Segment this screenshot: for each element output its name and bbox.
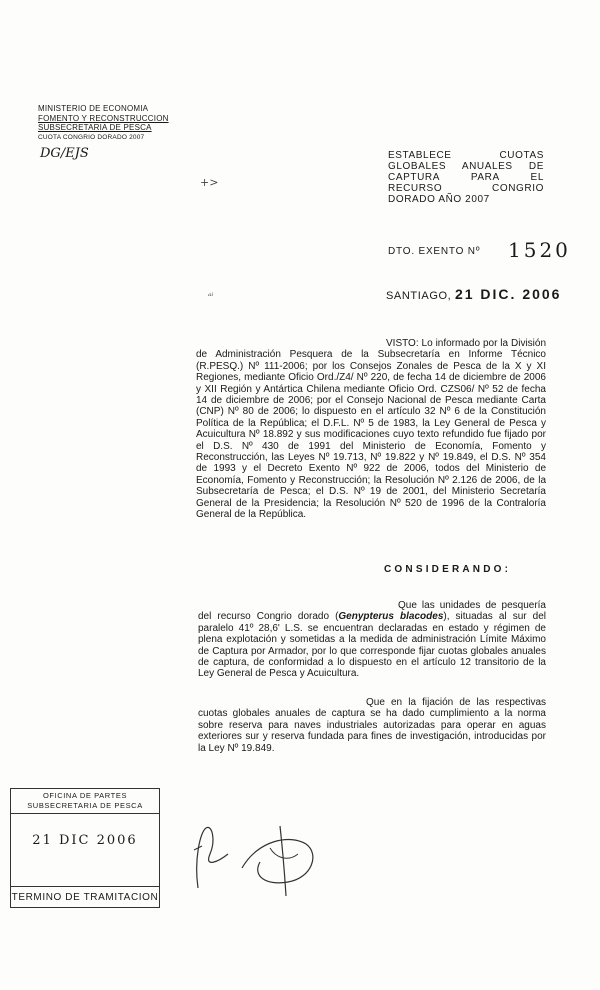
ministry-header — [38, 104, 169, 142]
stamp-subsecretaria: SUBSECRETARIA DE PESCA — [11, 801, 159, 814]
header-ministry: MINISTERIO DE ECONOMIA — [38, 104, 149, 113]
c1-lead: Que las unidades de pesquería — [398, 600, 546, 611]
considerando-heading: CONSIDERANDO: — [384, 564, 512, 575]
decree-place: SANTIAGO, — [386, 290, 452, 302]
c1-text-b: ), situadas al sur del paralelo 41º 28,6' L.S. se encuentran declaradas en estado y régimen de plena explotación y sometidas a la medida de administración Límite Máximo de Captura por Armador, por lo que corresponde fijar cuotas globales anuales de captura, de conformidad a lo dispuesto en el artículo 12 transitorio de la Ley General de Pesca y Acuicultura. — [198, 611, 546, 680]
handwritten-initials: DG/EJS — [40, 146, 89, 161]
stamp-status: TERMINO DE TRAMITACION — [11, 886, 159, 907]
c2-lead: Que en la fijación de las — [366, 697, 490, 708]
c1-text-a: del recurso Congrio dorado ( — [198, 611, 339, 623]
considerando-paragraph-2 — [198, 697, 546, 754]
decree-label: DTO. EXENTO Nº — [388, 246, 481, 257]
considerando-paragraph-1 — [198, 600, 546, 680]
species-name: Genypterus blacodes — [338, 611, 444, 623]
visto-paragraph — [196, 338, 546, 521]
handwritten-mark-2: ᵃⁱ — [208, 292, 214, 302]
stamp-date: 21 DIC 2006 — [32, 833, 138, 848]
decree-date: 21 DIC. 2006 — [454, 286, 562, 302]
stamp-office: OFICINA DE PARTES — [42, 791, 128, 800]
decree-date-line — [386, 286, 561, 302]
signature-image — [180, 810, 330, 900]
decree-number: 1520 — [508, 238, 571, 262]
office-stamp — [10, 788, 160, 908]
header-ministry-sub: FOMENTO Y RECONSTRUCCION — [38, 113, 169, 123]
visto-lead: VISTO: — [386, 338, 419, 349]
handwritten-mark: +> — [200, 176, 219, 189]
header-reference: CUOTA CONGRIO DORADO 2007 — [38, 133, 145, 141]
header-subsecretaria: SUBSECRETARIA DE PESCA — [38, 123, 152, 132]
document-title: ESTABLECE CUOTAS GLOBALES ANUALES DE CAPTURA PARA EL RECURSO CONGRIO DORADO AÑO 2007 — [388, 150, 544, 205]
visto-text: Lo informado por la División de Administración Pesquera de la Subsecretaría en Informe Técnico (R.PESQ.) Nº 111-2006; por los Consejos Zonales de Pesca de la X y XI Regiones, mediante Oficio Ord./Z4/ Nº 220, de fecha 14 de diciembre de 2006 y XII Región y Antártica Chilena mediante Oficio Ord. CZS06/ Nº 52 de fecha 14 de diciembre de 2006; por el Consejo Nacional de Pesca mediante Carta (CNP) Nº 80 de 2006; lo dispuesto en el artículo 32 Nº 6 de la Constitución Política de la República; el D.F.L. Nº 5 de 1983, la Ley General de Pesca y Acuicultura Nº 18.892 y sus modificaciones cuyo texto refundido fue fijado por el D.S. Nº 430 de 1991 del Ministerio de Economía, Fomento y Reconstrucción, las Leyes Nº 19.713, Nº 19.822 y Nº 19.849, el D.S. Nº 354 de 1993 y el Decreto Exento Nº 922 de 2006, todos del Ministerio de Economía, Fomento y Reconstrucción; la Resolución Nº 2.126 de 2006, de la Subsecretaría de Pesca; el D.S. Nº 19 de 2001, del Ministerio Secretaría General de la Presidencia; la Resolución Nº 520 de 1996 de la Contraloría General de la República. — [196, 338, 547, 521]
c2-text: respectivas cuotas globales anuales de captura se ha dado cumplimiento a la norma sobre reserva para naves industriales autorizadas para operar en aguas exteriores sur y reserva fundada para fines de investigación, introducidas por la Ley Nº 19.849. — [198, 697, 547, 754]
